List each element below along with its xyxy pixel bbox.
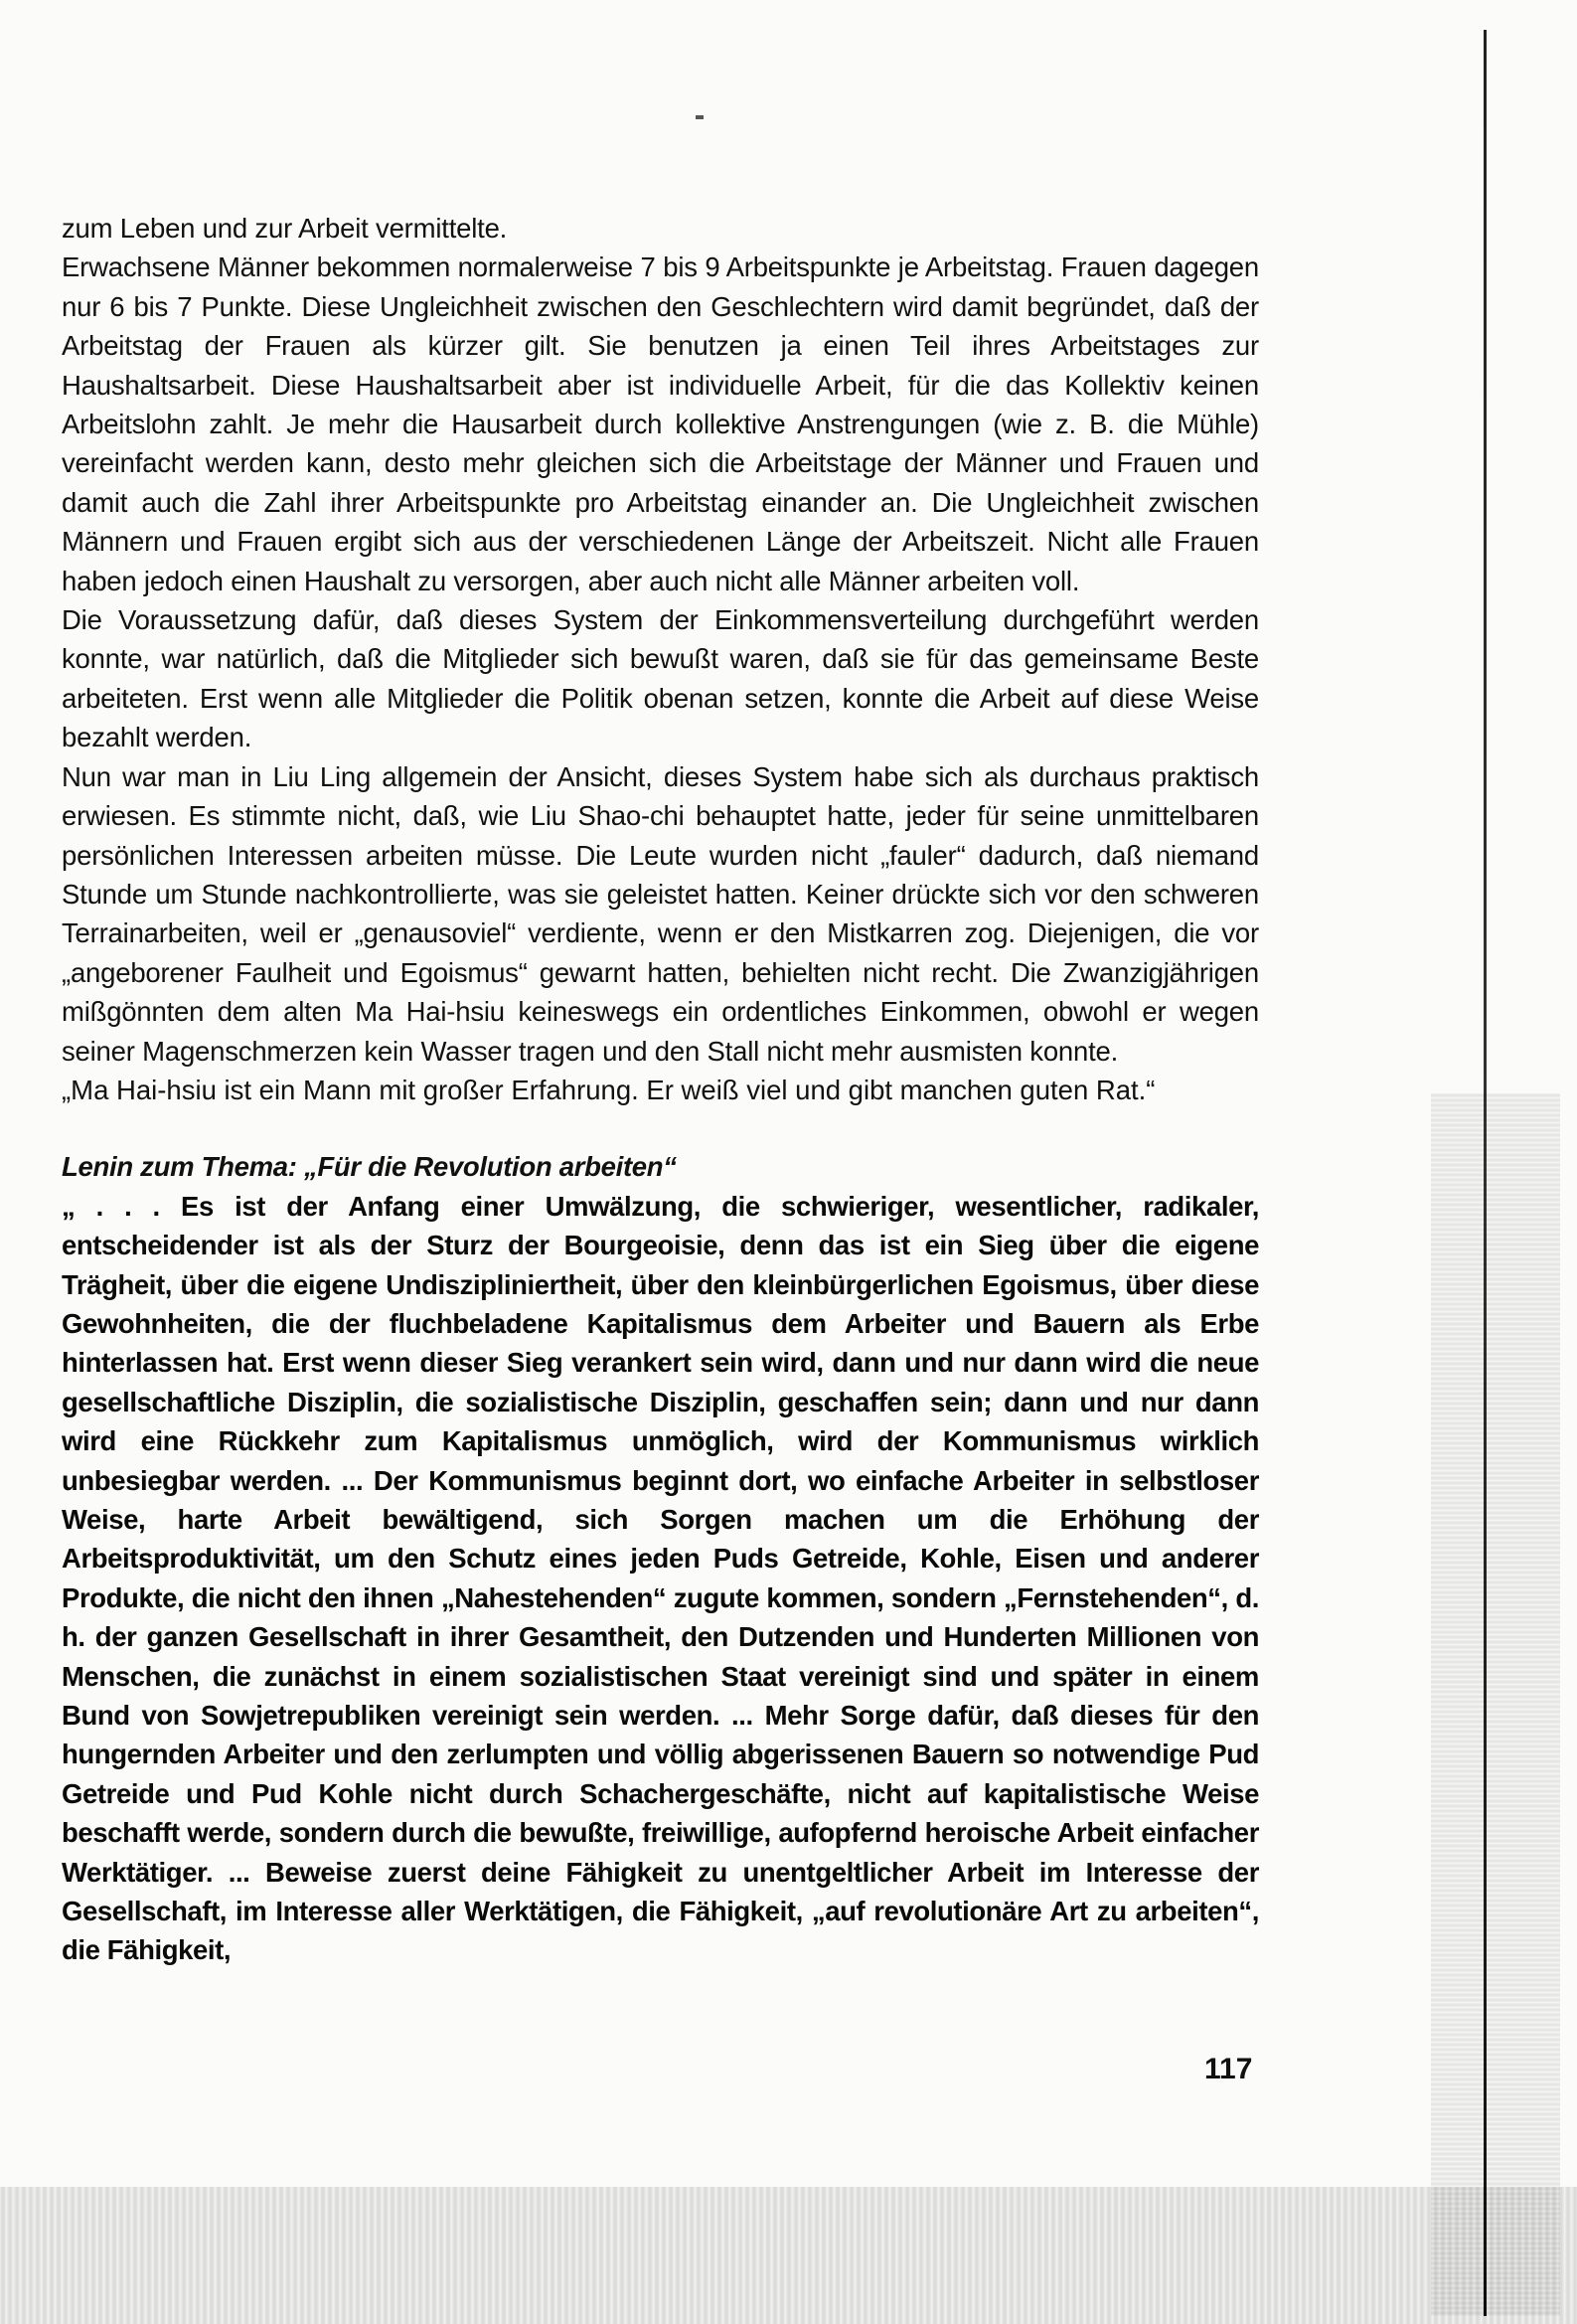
quote-line: „Ma Hai-hsiu ist ein Mann mit großer Erfahrung. Er weiß viel und gibt manchen guten Rat.“ [62,1074,1156,1105]
paragraph: Erwachsene Männer bekommen normalerweise 7 bis 9 Arbeitspunkte je Arbeitstag. Frauen dagegen nur 6 bis 7 Punkte. Diese Ungleichheit zwischen den Geschlechtern wird damit begründet, daß der Arbeitstag der Frauen als kürzer gilt. Sie benutzen ja einen Teil ihres Arbeitstages zur Haushaltsarbeit. Diese Haushaltsarbeit aber ist individuelle Arbeit, für die das Kollektiv keinen Arbeitslohn zahlt. Je mehr die Hausarbeit durch kollektive Anstrengungen (wie z. B. die Mühle) vereinfacht werden kann, desto mehr gleichen sich die Arbeitstage der Männer und Frauen und damit auch die Zahl ihrer Arbeitspunkte pro Arbeitstag einander an. Die Ungleichheit zwischen Männern und Frauen ergibt sich aus der verschiedenen Länge der Arbeitszeit. Nicht alle Frauen haben jedoch einen Haushalt zu versorgen, aber auch nicht alle Männer arbeiten voll. [62,251,1259,596]
scan-noise-edge [1431,1093,1560,2316]
section-title: Lenin zum Thema: „Für die Revolution arbeiten“ [62,1151,677,1183]
scan-mark [696,115,704,119]
page-number: 117 [1204,2053,1253,2085]
scan-noise-bottom [0,2187,1577,2324]
paragraph: Nun war man in Liu Ling allgemein der Ansicht, dieses System habe sich als durchaus praktisch erwiesen. Es stimmte nicht, daß, wie Liu Shao-chi behauptet hatte, jeder für seine unmittelbaren persönlichen Interessen arbeiten müsse. Die Leute wurden nicht „fauler“ dadurch, daß niemand Stunde um Stunde nachkontrollierte, was sie geleistet hatten. Keiner drückte sich vor den schweren Terrainarbeiten, weil er „genausoviel“ verdiente, wenn er den Mistkarren zog. Diejenigen, die vor „angeborener Faulheit und Egoismus“ gewarnt hatten, behielten nicht recht. Die Zwanzigjährigen mißgönnten dem alten Ma Hai-hsiu keineswegs ein ordentliches Einkommen, obwohl er wegen seiner Magenschmerzen kein Wasser tragen und den Stall nicht mehr ausmisten konnte. [62,760,1259,1067]
paragraph: Die Voraussetzung dafür, daß dieses System der Einkommensverteilung durchgeführt werden konnte, war natürlich, daß die Mitglieder sich bewußt waren, daß sie für das gemeinsame Beste arbeiteten. Erst wenn alle Mitglieder die Politik obenan setzen, konnte die Arbeit auf diese Weise bezahlt werden. [62,604,1259,753]
body-text [62,209,1259,1970]
lenin-quote: „ . . . Es ist der Anfang einer Umwälzung, die schwieriger, wesentlicher, radikaler, entscheidender ist als der Sturz der Bourgeoisie, denn das ist ein Sieg über die eigene Trägheit, über die eigene Undiszipliniertheit, über den kleinbürgerlichen Egoismus, über diese Gewohnheiten, die der fluchbeladene Kapitalismus dem Arbeiter und Bauern als Erbe hinterlassen hat. Erst wenn dieser Sieg verankert sein wird, dann und nur dann wird die neue gesellschaftliche Disziplin, die sozialistische Disziplin, geschaffen sein; dann und nur dann wird eine Rückkehr zum Kapitalismus unmöglich, wird der Kommunismus wirklich unbesiegbar werden. ... Der Kommunismus beginnt dort, wo einfache Arbeiter in selbstloser Weise, harte Arbeit bewältigend, sich Sorgen machen um die Erhöhung der Arbeitsproduktivität, um den Schutz eines jeden Puds Getreide, Kohle, Eisen und anderer Produkte, die nicht den ihnen „Nahestehenden“ zugute kommen, sondern „Fernstehenden“, d. h. der ganzen Gesellschaft in ihrer Gesamtheit, den Dutzenden und Hunderten Millionen von Menschen, die zunächst in einem sozialistischen Staat vereinigt sind und später in einem Bund von Sowjetrepubliken vereinigt sein werden. ... Mehr Sorge dafür, daß dieses für den hungernden Arbeiter und den zerlumpten und völlig abgerissenen Bauern so notwendige Pud Getreide und Pud Kohle nicht durch Schachergeschäfte, nicht auf kapitalistische Weise beschafft werde, sondern durch die bewußte, freiwillige, aufopfernd heroische Arbeit einfacher Werktätiger. ... Beweise zuerst deine Fähigkeit zu unentgeltlicher Arbeit im Interesse der Gesellschaft, im Interesse aller Werktätigen, die Fähigkeit, „auf revolutionäre Art zu arbeiten“, die Fähigkeit, [62,1190,1259,1966]
paragraph: zum Leben und zur Arbeit vermittelte. [62,213,508,244]
